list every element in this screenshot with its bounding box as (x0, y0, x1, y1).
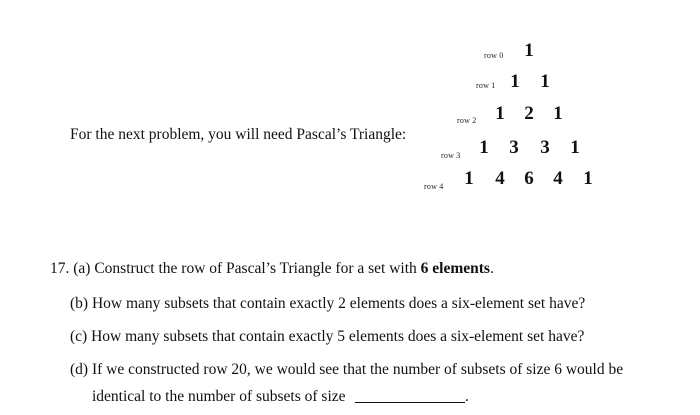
triangle-number: 1 (553, 103, 563, 124)
question-17d-line1: (d) If we constructed row 20, we would see that the number of subsets of size 6 would be (70, 361, 624, 378)
triangle-number: 1 (510, 71, 520, 92)
row-label: row 2 (457, 116, 477, 125)
triangle-number: 1 (524, 40, 534, 61)
triangle-number: 1 (495, 103, 505, 124)
question-17a (50, 260, 494, 278)
triangle-number: 6 (524, 168, 534, 189)
row-label: row 4 (424, 182, 444, 191)
answer-blank[interactable] (355, 402, 465, 403)
question-17c: (c) How many subsets that contain exactly 5 elements does a six-element set have? (70, 328, 585, 345)
question-17a-text: 17. (a) Construct the row of Pascal’s Triangle for a set with (50, 260, 421, 277)
row-label: row 1 (476, 81, 496, 90)
triangle-number: 1 (570, 137, 580, 158)
triangle-number: 3 (540, 137, 550, 158)
triangle-number: 1 (583, 168, 593, 189)
question-17b: (b) How many subsets that contain exactly 2 elements does a six-element set have? (70, 295, 586, 312)
triangle-number: 4 (553, 168, 563, 189)
triangle-number: 3 (509, 137, 519, 158)
triangle-number: 1 (464, 168, 474, 189)
question-17a-end: . (489, 260, 494, 277)
row-label: row 0 (484, 51, 504, 60)
row-label: row 3 (441, 151, 461, 160)
triangle-number: 2 (524, 103, 534, 124)
triangle-number: 1 (540, 71, 550, 92)
intro-text: For the next problem, you will need Pascal’s Triangle: (70, 126, 407, 143)
six-elements-bold: 6 elements (420, 260, 490, 277)
triangle-number: 1 (479, 137, 489, 158)
question-17d-line2: identical to the number of subsets of size (92, 388, 346, 405)
triangle-number: 4 (495, 168, 505, 189)
question-17d-period: . (465, 388, 469, 405)
